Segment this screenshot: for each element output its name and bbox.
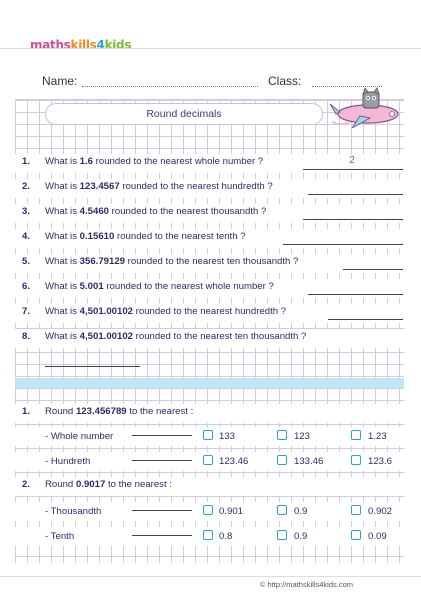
- answer-value: 2: [349, 155, 355, 166]
- question-number: 3.: [22, 206, 31, 217]
- choice-checkbox[interactable]: [351, 505, 361, 515]
- question-number: 8.: [22, 331, 31, 342]
- answer-line[interactable]: [132, 460, 192, 461]
- footer-divider: [0, 576, 421, 577]
- choice-checkbox[interactable]: [203, 430, 213, 440]
- choice-checkbox[interactable]: [351, 430, 361, 440]
- choice-label: 133.46: [294, 456, 324, 467]
- question-number: 6.: [22, 281, 31, 292]
- question-number: 1.: [22, 406, 31, 417]
- answer-line[interactable]: [132, 510, 192, 511]
- choice-checkbox[interactable]: [203, 455, 213, 465]
- question-text: What is 4,501.00102 rounded to the nearest hundredth ?: [45, 306, 287, 317]
- question-text: Round 123.456789 to the nearest :: [45, 406, 194, 417]
- class-label: Class:: [268, 74, 302, 88]
- choice-checkbox[interactable]: [351, 455, 361, 465]
- question-number: 1.: [22, 156, 31, 167]
- answer-line[interactable]: [308, 194, 403, 195]
- sub-question-label: - Whole number: [45, 431, 114, 442]
- header-divider: [0, 48, 421, 49]
- answer-line[interactable]: [303, 169, 403, 170]
- answer-line[interactable]: [343, 269, 403, 270]
- choice-label: 0.901: [219, 506, 244, 517]
- question-number: 2.: [22, 479, 31, 490]
- choice-label: 0.9: [294, 506, 308, 517]
- sub-question-label: - Tenth: [45, 531, 75, 542]
- sub-question-label: - Hundreth: [45, 456, 91, 467]
- question-text: What is 4.5460 rounded to the nearest thousandth ?: [45, 206, 267, 217]
- question-text: What is 356.79129 rounded to the nearest ten thousandth ?: [45, 256, 299, 267]
- question-number: 7.: [22, 306, 31, 317]
- question-text: Round 0.9017 to the nearest :: [45, 479, 172, 490]
- question-number: 2.: [22, 181, 31, 192]
- answer-line[interactable]: [303, 219, 403, 220]
- answer-line[interactable]: [45, 366, 140, 367]
- choice-checkbox[interactable]: [203, 530, 213, 540]
- choice-checkbox[interactable]: [277, 455, 287, 465]
- choice-label: 0.902: [368, 506, 393, 517]
- choice-checkbox[interactable]: [203, 505, 213, 515]
- choice-checkbox[interactable]: [277, 530, 287, 540]
- name-label: Name:: [42, 74, 78, 88]
- answer-line[interactable]: [283, 244, 403, 245]
- answer-line[interactable]: [328, 319, 403, 320]
- choice-label: 123: [294, 431, 311, 442]
- choice-label: 0.09: [368, 531, 387, 542]
- choice-label: 1.23: [368, 431, 387, 442]
- sub-question-label: - Thousandth: [45, 506, 102, 517]
- question-text: What is 123.4567 rounded to the nearest hundredth ?: [45, 181, 273, 192]
- choice-label: 123.6: [368, 456, 393, 467]
- plane-cat-illustration: [326, 82, 408, 132]
- worksheet-title: Round decimals: [45, 103, 323, 125]
- site-logo: mathskills4kids: [30, 38, 132, 52]
- answer-line[interactable]: [132, 535, 192, 536]
- question-text: What is 0.15610 rounded to the nearest tenth ?: [45, 231, 246, 242]
- question-number: 4.: [22, 231, 31, 242]
- question-text: What is 5.001 rounded to the nearest whole number ?: [45, 281, 274, 292]
- choice-label: 123.46: [219, 456, 249, 467]
- section-divider: [15, 378, 404, 388]
- name-field[interactable]: [82, 86, 258, 87]
- choice-label: 0.8: [219, 531, 233, 542]
- question-number: 5.: [22, 256, 31, 267]
- choice-label: 133: [219, 431, 236, 442]
- choice-label: 0.9: [294, 531, 308, 542]
- question-text: What is 1.6 rounded to the nearest whole number ?: [45, 156, 264, 167]
- answer-line[interactable]: [308, 294, 403, 295]
- choice-checkbox[interactable]: [277, 430, 287, 440]
- answer-line[interactable]: [132, 435, 192, 436]
- footer-url: © http://mathskills4kids.com: [259, 580, 353, 589]
- question-text: What is 4,501.00102 rounded to the nearest ten thousandth ?: [45, 331, 307, 342]
- choice-checkbox[interactable]: [351, 530, 361, 540]
- choice-checkbox[interactable]: [277, 505, 287, 515]
